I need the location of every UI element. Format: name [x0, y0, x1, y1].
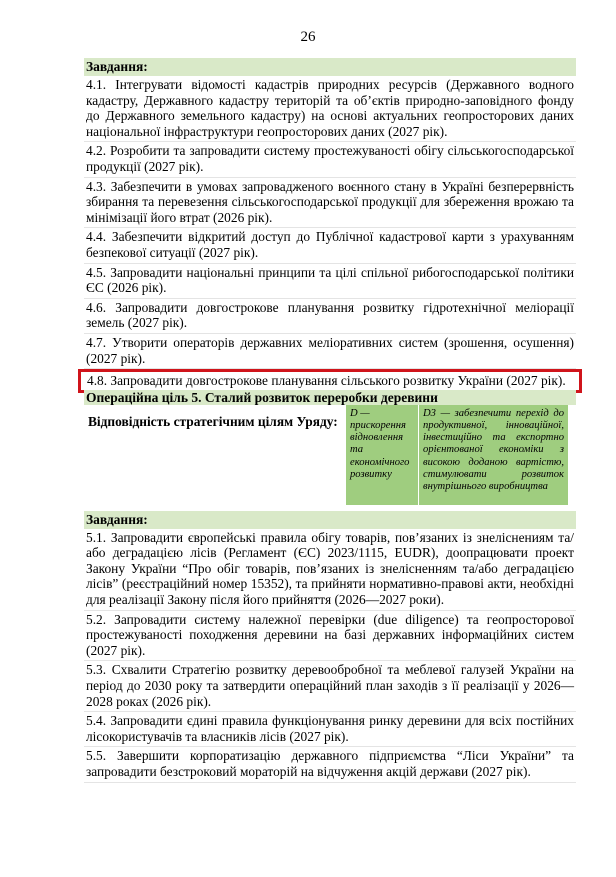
task-4-1: 4.1. Інтегрувати відомості кадастрів природних ресурсів (Державного водного кадастру, Державного кадастру територій та об’єктів природно-заповідного фонду до Державного земельного кадастру) на основі актуальних геопросторових даних національної інфраструктури геопросторових даних (2027 рік).: [84, 76, 576, 142]
task-4-2: 4.2. Розробити та запровадити систему простежуваності обігу сільськогосподарської продукції (2027 рік).: [84, 142, 576, 177]
task-5-2: 5.2. Запровадити систему належної перевірки (due diligence) та геопросторової простежуваності походження деревини на базі державних інформаційних систем (2027 рік).: [84, 611, 576, 662]
alignment-label: Відповідність стратегічним цілям Уряду:: [88, 413, 338, 429]
task-5-3: 5.3. Схвалити Стратегію розвитку деревообробної та меблевої галузей України на період до 2030 року та затвердити операційний план заходів з її реалізації у 2026—2028 роках (2026 рік).: [84, 661, 576, 712]
task-5-1: 5.1. Запровадити європейські правила обігу товарів, пов’язаних із знеліснениям та/або деградацією лісів (Регламент (ЄС) 2023/1115, EUDR), доопрацювати проект Закону України “Про обіг товарів, пов’язаних із знелісненням та/або деградацією лісів” (реєстраційний номер 15352), та прийняти нормативно-правові акти, необхідні для реалізації Закону після його прийняття (2026—2027 роки).: [84, 529, 576, 611]
page-number: 26: [300, 29, 316, 45]
task-4-5: 4.5. Запровадити національні принципи та цілі спільної рибогосподарської політики ЄС (2026 рік).: [84, 264, 576, 299]
task-4-4: 4.4. Забезпечити відкритий доступ до Публічної кадастрової карти з урахуванням безпекової ситуації (2027 рік).: [84, 228, 576, 263]
task-5-5: 5.5. Завершити корпоратизацію державного підприємства “Ліси України” та запровадити безстроковий мораторій на відчуження акцій держави (2027 рік).: [84, 747, 576, 782]
task-4-6: 4.6. Запровадити довгострокове планування розвитку гідротехнічної меліорації земель (2027 рік).: [84, 299, 576, 334]
document-content: [84, 58, 576, 783]
tasks-header-2: Завдання:: [84, 511, 576, 529]
tasks-header: Завдання:: [84, 58, 576, 76]
task-4-7: 4.7. Утворити операторів державних меліоративних систем (зрошення, осушення) (2027 рік).: [84, 334, 576, 369]
operational-goal-title: Операційна ціль 5. Сталий розвиток переробки деревини: [84, 390, 576, 405]
task-5-4: 5.4. Запровадити єдині правила функціонування ринку деревини для всіх постійних лісокористувачів та власників лісів (2027 рік).: [84, 712, 576, 747]
strategic-goal-d: D — прискорення відновлення та економічного розвитку: [346, 405, 418, 505]
task-4-3: 4.3. Забезпечити в умовах запровадженого воєнного стану в Україні безперервність збирання та перевезення сільськогосподарської продукції для збереження врожаю та мінімізації його втрат (2026 рік).: [84, 178, 576, 229]
task-4-8-highlighted: 4.8. Запровадити довгострокове планування сільського розвитку України (2027 рік).: [78, 369, 582, 393]
strategic-goal-d3: D3 — забезпечити перехід до продуктивної, інноваційної, інвестиційно та експортно орієнтованої економіки з високою доданою вартістю, стимулювати розвиток внутрішнього виробництва: [419, 405, 568, 505]
strategic-alignment-row: [84, 405, 576, 505]
